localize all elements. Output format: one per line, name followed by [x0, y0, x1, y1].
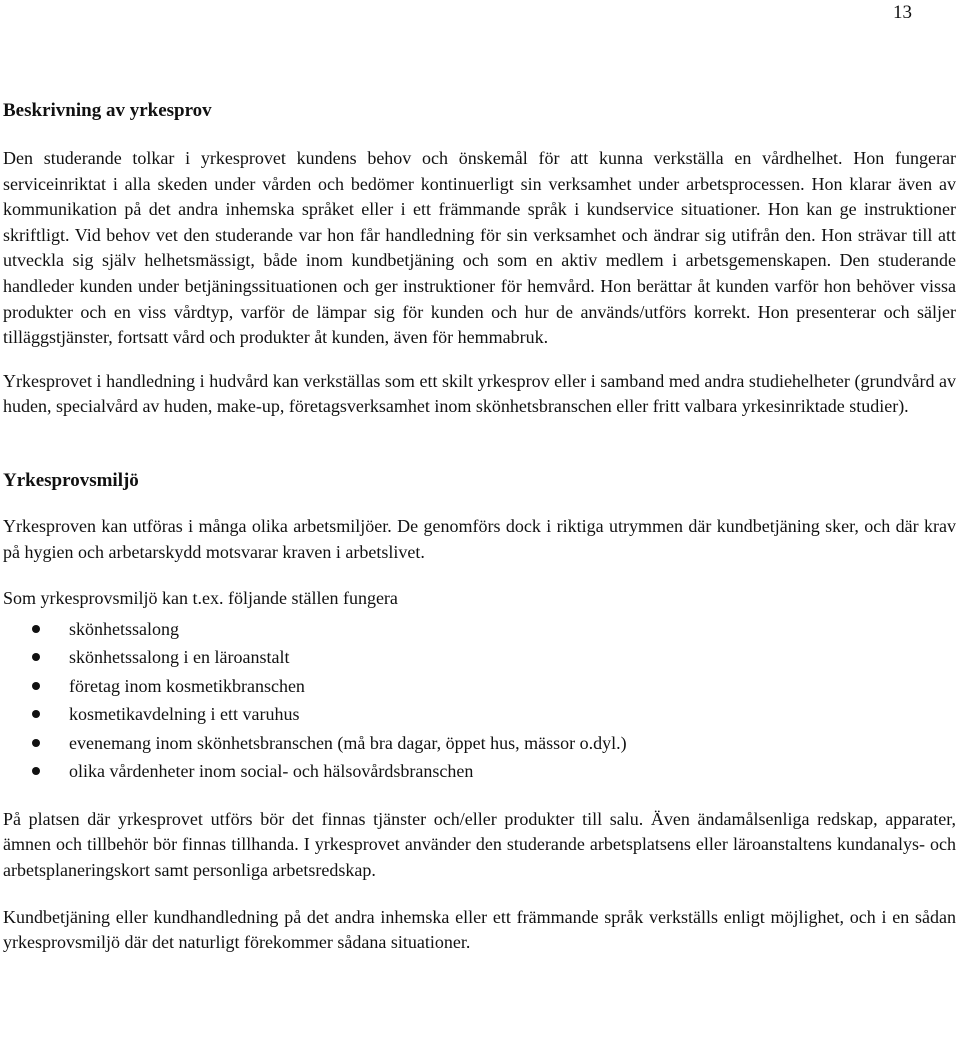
list-item-text: evenemang inom skönhetsbranschen (må bra dagar, öppet hus, mässor o.dyl.): [69, 732, 627, 753]
list-item: [3, 729, 956, 758]
paragraph-environment-intro: Yrkesproven kan utföras i många olika arbetsmiljöer. De genomförs dock i riktiga utrymmen där kundbetjäning sker, och där krav på hygien och arbetarskydd motsvarar kraven i arbetslivet.: [3, 515, 956, 562]
bullet-dot-icon: [32, 682, 40, 690]
section-heading-beskrivning: Beskrivning av yrkesprov: [3, 100, 212, 121]
list-item-text: olika vårdenheter inom social- och hälsovårdsbranschen: [69, 761, 474, 782]
paragraph-handledning: Yrkesprovet i handledning i hudvård kan verkställas som ett skilt yrkesprov eller i samband med andra studiehelheter (grundvård av huden, specialvård av huden, make-up, företagsverksamhet inom skönhetsbranschen eller fritt valbara yrkesinriktade studier).: [3, 370, 956, 417]
page-number: 13: [893, 2, 912, 23]
paragraph-facilities: På platsen där yrkesprovet utförs bör det finnas tjänster och/eller produkter till salu. Även ändamålsenliga redskap, apparater, ämnen och tillbehör bör finnas tillhanda. I yrkesprovet använder den studerande arbetsplatsens eller läroanstaltens kundanalys- och arbetsplaneringskort samt personliga arbetsredskap.: [3, 808, 956, 880]
list-item: [3, 643, 956, 672]
list-item: [3, 615, 956, 644]
bullet-dot-icon: [32, 739, 40, 747]
list-item-text: kosmetikavdelning i ett varuhus: [69, 704, 300, 725]
bullet-dot-icon: [32, 625, 40, 633]
list-item-text: företag inom kosmetikbranschen: [69, 675, 305, 696]
paragraph-language: Kundbetjäning eller kundhandledning på det andra inhemska eller ett främmande språk verkställs enligt möjlighet, och i en sådan yrkesprovsmiljö där det naturligt förekommer sådana situationer.: [3, 906, 956, 953]
section-heading-yrkesprovsmiljo: Yrkesprovsmiljö: [3, 469, 139, 491]
list-item: [3, 757, 956, 786]
bullet-dot-icon: [32, 710, 40, 718]
list-item-text: skönhetssalong: [69, 618, 179, 639]
paragraph-description: Den studerande tolkar i yrkesprovet kundens behov och önskemål för att kunna verkställa en vårdhelhet. Hon fungerar serviceinriktat i alla skeden under vården och bedömer kontinuerligt sin verksamhet under arbetsprocessen. Hon klarar även av kommunikation på det andra inhemska språket eller i ett främmande språk i kundservice situationer. Hon kan ge instruktioner skriftligt. Vid behov vet den studerande var hon får handledning för sin verksamhet och ändrar sig utifrån den. Hon strävar till att utveckla sig själv helhetsmässigt, både inom kundbetjäning och som en aktiv medlem i arbetsgemenskapen. Den studerande handleder kunden under betjäningssituationen och ger instruktioner för hemvård. Hon berättar åt kunden varför hon behöver vissa produkter och en viss vårdtyp, varför de lämpar sig för kunden och hur de används/utförs korrekt. Hon presenterar och säljer tilläggstjänster, fortsatt vård och produkter åt kunden, även för hemmabruk.: [3, 148, 956, 348]
list-item: [3, 672, 956, 701]
bullet-dot-icon: [32, 653, 40, 661]
document-body: [3, 98, 956, 956]
bullet-dot-icon: [32, 767, 40, 775]
list-intro: Som yrkesprovsmiljö kan t.ex. följande ställen fungera: [3, 588, 398, 609]
environment-list: [3, 615, 956, 786]
list-item-text: skönhetssalong i en läroanstalt: [69, 647, 290, 668]
list-item: [3, 700, 956, 729]
